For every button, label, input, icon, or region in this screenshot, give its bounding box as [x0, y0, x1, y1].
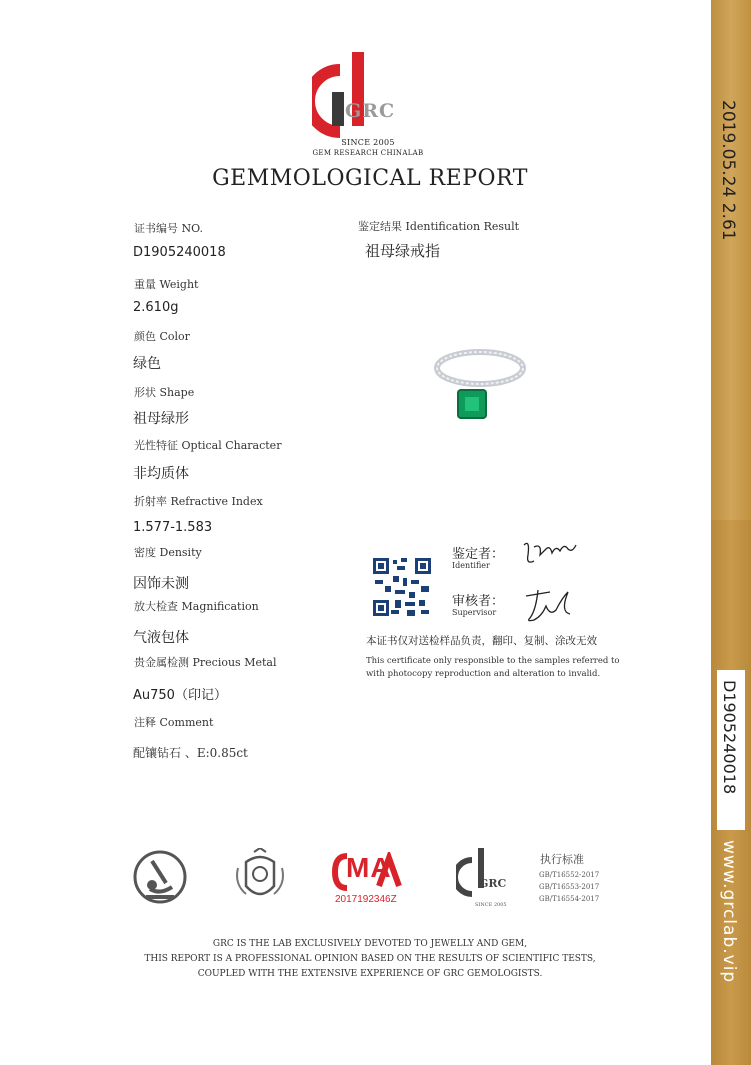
grc-logo	[312, 52, 402, 142]
grc-logo-mark	[312, 52, 402, 142]
comment-label: 注释 Comment	[134, 716, 214, 729]
result-value: 祖母绿戒指	[365, 242, 441, 260]
lab-name: GEM RESEARCH CHINALAB	[312, 149, 424, 157]
result-label: 鉴定结果 Identification Result	[358, 220, 520, 233]
magnification-label: 放大检查 Magnification	[134, 600, 259, 613]
crest-logo	[232, 848, 288, 914]
grc-logo-text: GRC	[345, 100, 396, 122]
metal-label: 贵金属检测 Precious Metal	[134, 656, 277, 669]
cert-no-value: D1905240018	[133, 245, 226, 260]
qr-code[interactable]	[371, 556, 433, 618]
ri-label: 折射率 Refractive Index	[134, 495, 263, 508]
footer-line-1: GRC IS THE LAB EXCLUSIVELY DEVOTED TO JEWELLY AND GEM,	[212, 939, 528, 949]
grc-small-text: GRC	[479, 877, 507, 890]
grc-small-caption: SINCE 2005	[475, 902, 507, 908]
report-title: GEMMOLOGICAL REPORT	[212, 166, 528, 191]
shape-value: 祖母绿形	[133, 411, 189, 427]
disclaimer-en-2: with photocopy reproduction and alteration to invalid.	[366, 669, 601, 679]
standards-title: 执行标准	[540, 853, 584, 866]
supervisor-signature-stroke	[520, 582, 580, 627]
cma-number: 2017192346Z	[335, 894, 397, 905]
stripe-cert-box	[717, 670, 745, 830]
footer-line-2: THIS REPORT IS A PROFESSIONAL OPINION BASED ON THE RESULTS OF SCIENTIFIC TESTS,	[144, 954, 596, 964]
supervisor-label-cn: 审核者：	[452, 594, 505, 609]
grc-small-mark	[456, 848, 496, 898]
ri-value: 1.577-1.583	[133, 520, 213, 535]
optical-value: 非均质体	[133, 466, 189, 482]
weight-value: 2.610g	[133, 300, 179, 315]
identifier-signature-stroke	[520, 535, 580, 575]
cma-text: MA	[346, 852, 392, 883]
footer-line-3: COUPLED WITH THE EXTENSIVE EXPERIENCE OF GRC GEMOLOGISTS.	[197, 969, 543, 979]
qr-code-graphic	[371, 556, 433, 618]
stripe-website: www.grclab.vip	[719, 840, 739, 984]
supervisor-label-en: Supervisor	[452, 608, 497, 617]
ring-photo	[425, 340, 530, 430]
weight-label: 重量 Weight	[134, 278, 199, 291]
crest-icon	[232, 848, 288, 910]
since-label: SINCE 2005	[341, 138, 395, 147]
grc-small-logo	[456, 848, 496, 902]
optical-label: 光性特征 Optical Character	[134, 439, 282, 452]
standard-2: GB/T16553-2017	[539, 883, 600, 891]
shape-label: 形状 Shape	[134, 386, 195, 399]
side-stripe	[711, 0, 751, 1065]
identifier-label-cn: 鉴定者：	[452, 547, 505, 562]
standard-1: GB/T16552-2017	[539, 871, 600, 879]
comment-value: 配镶钻石 、E:0.85ct	[133, 746, 248, 760]
identifier-label-en: Identifier	[452, 561, 490, 570]
color-value: 绿色	[133, 356, 161, 372]
density-value: 因饰未测	[133, 576, 189, 592]
disclaimer-en-1: This certificate only responsible to the samples referred to	[366, 656, 620, 666]
stripe-cert-no: D1905240018	[720, 680, 739, 795]
supervisor-signature	[520, 582, 580, 631]
standard-3: GB/T16554-2017	[539, 895, 600, 903]
magnification-value: 气液包体	[133, 630, 189, 646]
microscope-icon	[132, 849, 188, 907]
disclaimer-cn: 本证书仅对送检样品负责，翻印、复制、涂改无效	[366, 635, 597, 647]
side-stripe-top	[711, 0, 751, 520]
density-label: 密度 Density	[134, 546, 202, 559]
ring-illustration	[425, 340, 530, 430]
metal-value: Au750（印记）	[133, 688, 227, 703]
cert-no-label: 证书编号 NO.	[134, 222, 203, 235]
identifier-signature	[520, 535, 580, 579]
microscope-logo	[132, 849, 188, 911]
color-label: 颜色 Color	[134, 330, 190, 343]
stripe-date-weight: 2019.05.24 2.61	[718, 100, 738, 241]
